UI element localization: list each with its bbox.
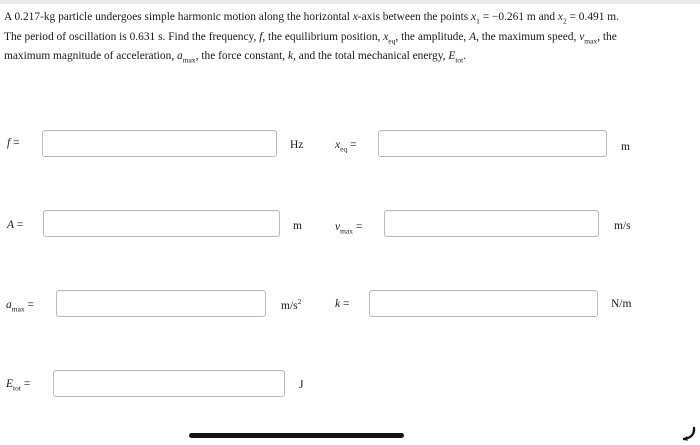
- force-constant-label: k =: [335, 298, 350, 310]
- amplitude-unit: m: [293, 220, 302, 232]
- equilibrium-position-unit: m: [621, 141, 630, 153]
- total-energy-unit: J: [299, 379, 304, 391]
- max-speed-label: $v_{max}$ =: [335, 221, 363, 236]
- total-energy-label: $E_{tot}$ =: [6, 378, 31, 393]
- horizontal-scrollbar[interactable]: [189, 433, 404, 438]
- frequency-unit: Hz: [290, 139, 304, 151]
- curved-arrow-icon[interactable]: [681, 426, 697, 442]
- amplitude-input[interactable]: [43, 210, 280, 237]
- equilibrium-position-label: $x_{eq}$ =: [335, 139, 357, 154]
- question-text: A 0.217-kg particle undergoes simple harmonic motion along the horizontal x-axis between the points $x_1 = -0.261$ m and $x_2 = 0.491$ m. The period of oscillation is 0.631 s. Find the frequency, f, the equilibrium position, $x_{eq}$, the amplitude, A, the maximum speed, $v_{max}$, the maximum magnitude of acceleration, $a_{max}$, the force constant, k, and the total mechanical energy, $E_{tot}$.: [4, 11, 619, 65]
- max-acceleration-input[interactable]: [56, 290, 266, 317]
- max-acceleration-unit: $m/s^2$: [281, 297, 302, 312]
- frequency-input[interactable]: [42, 130, 277, 157]
- frequency-label: f =: [7, 137, 20, 149]
- max-acceleration-label: $a_{max}$ =: [6, 299, 35, 314]
- equilibrium-position-input[interactable]: [378, 130, 607, 157]
- max-speed-unit: m/s: [614, 220, 631, 232]
- force-constant-input[interactable]: [369, 290, 598, 317]
- top-strip: [0, 0, 700, 4]
- max-speed-input[interactable]: [384, 210, 599, 237]
- total-energy-input[interactable]: [53, 370, 285, 397]
- amplitude-label: A =: [7, 219, 24, 231]
- force-constant-unit: N/m: [611, 298, 632, 310]
